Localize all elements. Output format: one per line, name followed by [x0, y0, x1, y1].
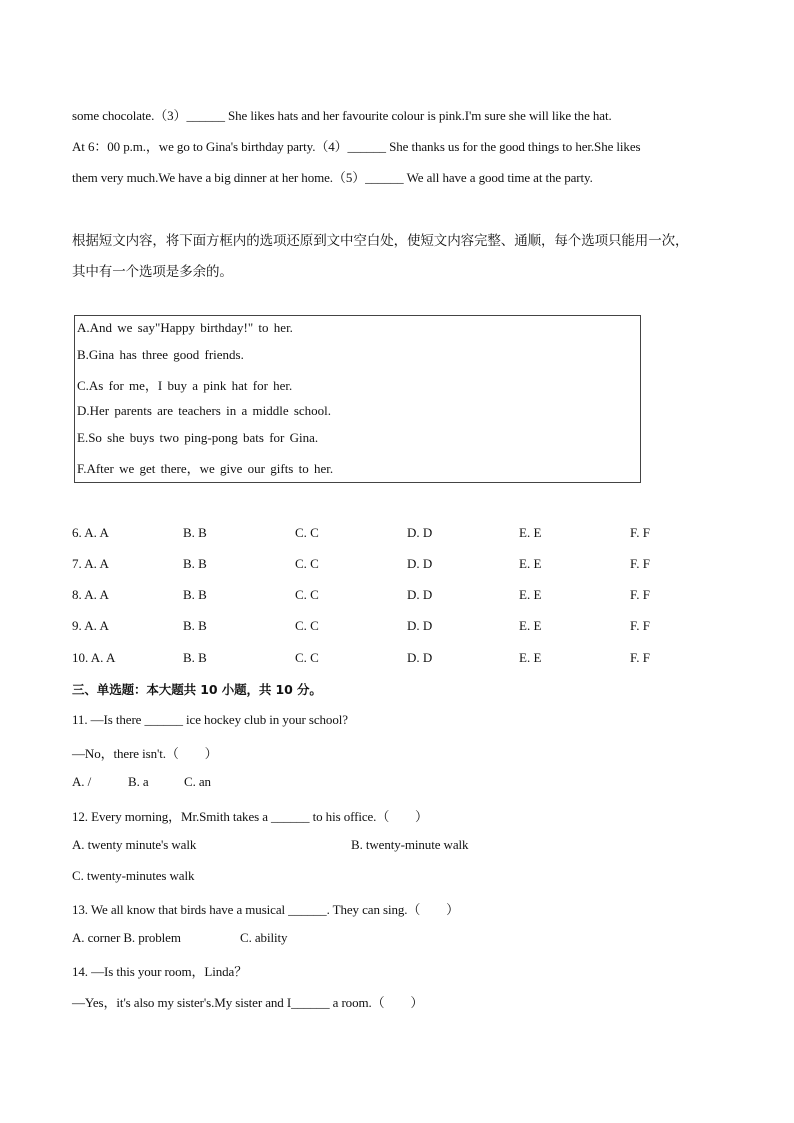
- choice-d[interactable]: D. D: [407, 525, 433, 540]
- choice-e[interactable]: E. E: [519, 650, 542, 665]
- choice-d[interactable]: D. D: [407, 650, 433, 665]
- question-14-reply: —Yes，it's also my sister's.My sister and I______ a room.（ ）: [72, 995, 424, 1010]
- choice-f[interactable]: F. F: [630, 587, 650, 602]
- choice-a[interactable]: 8. A. A: [72, 587, 109, 602]
- choice-f[interactable]: F. F: [630, 618, 650, 633]
- passage-line-1: some chocolate.（3）______ She likes hats and her favourite colour is pink.I'm sure she will like the hat.: [72, 108, 612, 123]
- choice-d[interactable]: D. D: [407, 556, 433, 571]
- choice-b[interactable]: B. B: [183, 618, 207, 633]
- choice-c[interactable]: C. C: [295, 587, 319, 602]
- question-11-reply: —No，there isn't.（ ）: [72, 746, 218, 761]
- choice-c[interactable]: C. C: [295, 618, 319, 633]
- choice-e[interactable]: E. E: [519, 587, 542, 602]
- choice-e[interactable]: E. E: [519, 618, 542, 633]
- question-12-option-b[interactable]: B. twenty-minute walk: [351, 837, 469, 852]
- question-11-option-b[interactable]: B. a: [128, 774, 149, 789]
- answer-row-7: [72, 556, 732, 572]
- choice-d[interactable]: D. D: [407, 587, 433, 602]
- answer-row-10: [72, 650, 732, 666]
- question-12-stem: 12. Every morning，Mr.Smith takes a ______ to his office.（ ）: [72, 809, 428, 824]
- section-heading: 三、单选题：本大题共 10 小题，共 10 分。: [72, 682, 322, 697]
- passage-line-3: them very much.We have a big dinner at her home.（5）______ We all have a good time at the party.: [72, 170, 593, 185]
- choice-a[interactable]: 6. A. A: [72, 525, 109, 540]
- question-13-option-c[interactable]: C. ability: [240, 930, 288, 945]
- question-11-stem: 11. —Is there ______ ice hockey club in your school?: [72, 712, 348, 727]
- choice-b[interactable]: B. B: [183, 587, 207, 602]
- choice-a[interactable]: 7. A. A: [72, 556, 109, 571]
- choice-e[interactable]: E. E: [519, 525, 542, 540]
- choice-c[interactable]: C. C: [295, 525, 319, 540]
- question-13-options-ab[interactable]: A. corner B. problem: [72, 930, 181, 945]
- passage-line-2: At 6：00 p.m.，we go to Gina's birthday party.（4）______ She thanks us for the good things to her.She likes: [72, 139, 641, 154]
- answer-row-8: [72, 587, 732, 603]
- question-12-option-a[interactable]: A. twenty minute's walk: [72, 837, 197, 852]
- option-b: B.Gina has three good friends.: [77, 347, 244, 362]
- choice-f[interactable]: F. F: [630, 525, 650, 540]
- option-box: [74, 315, 641, 483]
- choice-f[interactable]: F. F: [630, 650, 650, 665]
- instructions-line-1: 根据短文内容，将下面方框内的选项还原到文中空白处，使短文内容完整、通顺，每个选项只能用一次，: [72, 233, 689, 249]
- question-12-option-c[interactable]: C. twenty-minutes walk: [72, 868, 195, 883]
- choice-b[interactable]: B. B: [183, 650, 207, 665]
- question-14-stem: 14. —Is this your room，Linda？: [72, 964, 248, 979]
- option-c: C.As for me，I buy a pink hat for her.: [77, 378, 293, 393]
- choice-f[interactable]: F. F: [630, 556, 650, 571]
- option-a: A.And we say"Happy birthday!" to her.: [77, 320, 293, 335]
- question-11-option-a[interactable]: A. /: [72, 774, 92, 789]
- answer-row-9: [72, 618, 732, 634]
- choice-a[interactable]: 10. A. A: [72, 650, 116, 665]
- answer-row-6: [72, 525, 732, 541]
- choice-c[interactable]: C. C: [295, 650, 319, 665]
- choice-c[interactable]: C. C: [295, 556, 319, 571]
- choice-d[interactable]: D. D: [407, 618, 433, 633]
- choice-b[interactable]: B. B: [183, 556, 207, 571]
- choice-a[interactable]: 9. A. A: [72, 618, 109, 633]
- choice-e[interactable]: E. E: [519, 556, 542, 571]
- option-f: F.After we get there，we give our gifts to her.: [77, 461, 334, 476]
- option-d: D.Her parents are teachers in a middle school.: [77, 403, 332, 418]
- question-11-option-c[interactable]: C. an: [184, 774, 211, 789]
- question-13-stem: 13. We all know that birds have a musical ______. They can sing.（ ）: [72, 902, 460, 917]
- option-e: E.So she buys two ping-pong bats for Gina.: [77, 430, 319, 445]
- choice-b[interactable]: B. B: [183, 525, 207, 540]
- instructions-line-2: 其中有一个选项是多余的。: [72, 264, 233, 280]
